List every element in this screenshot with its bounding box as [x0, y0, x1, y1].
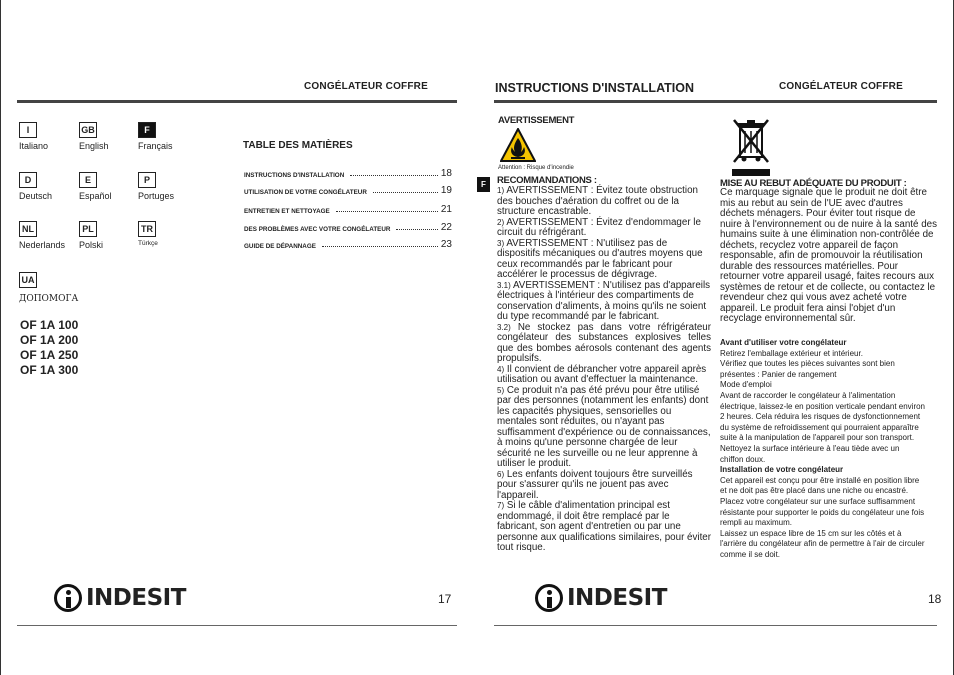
- before-use-heading: Avant d'utiliser votre congélateur: [720, 338, 847, 347]
- recommendation-text: Les enfants doivent toujours être surveillés pour s'assurer qu'ils ne jouent pas avec l'appareil.: [497, 468, 693, 501]
- recommendation-item: [497, 365, 711, 386]
- recommendations-list: [497, 186, 711, 554]
- language-code: NL: [19, 221, 37, 237]
- language-code: D: [19, 172, 37, 188]
- language-code: I: [19, 122, 37, 138]
- recommendations-heading: RECOMMANDATIONS :: [497, 175, 597, 186]
- language-name: Deutsch: [19, 191, 53, 201]
- brand-name: INDESIT: [567, 585, 667, 611]
- toc-entry-page: 22: [440, 222, 452, 233]
- recommendation-item: [497, 239, 711, 281]
- toc-entry[interactable]: [244, 165, 452, 179]
- language-code: E: [79, 172, 97, 188]
- toc-entry-page: 18: [440, 168, 452, 179]
- toc-leader-dots: [396, 229, 437, 230]
- toc-title: TABLE DES MATIÈRES: [243, 140, 353, 151]
- language-name: Polski: [79, 240, 104, 250]
- language-pl[interactable]: [79, 221, 103, 250]
- before-use-line: Mode d'emploi: [720, 380, 772, 390]
- model-name: OF 1A 300: [20, 363, 79, 377]
- recommendation-number: 2): [497, 217, 505, 227]
- language-side-tab: F: [477, 177, 490, 192]
- toc-entry-label: UTILISATION DE VOTRE CONGÉLATEUR: [244, 189, 367, 196]
- brand-logo-left: [54, 584, 186, 612]
- toc-leader-dots: [350, 175, 438, 176]
- warning-heading: AVERTISSEMENT: [498, 115, 575, 126]
- model-list: [20, 318, 78, 378]
- toc-entry[interactable]: [244, 219, 452, 233]
- recommendation-item: [497, 186, 711, 218]
- recommendation-text: Ne stockez pas dans votre réfrigérateur congélateur des substances explosives telles que des bombes aérosols contenant des agents propulsifs.: [497, 321, 711, 364]
- language-d[interactable]: [19, 172, 52, 201]
- language-name: Español: [79, 191, 112, 201]
- recommendation-item: [497, 501, 711, 554]
- language-code: UA: [19, 272, 37, 288]
- before-use-line: Retirez l'emballage extérieur et intérieur.: [720, 348, 863, 358]
- brand-name: INDESIT: [86, 585, 186, 611]
- language-name: Portuges: [138, 191, 175, 201]
- model-name: OF 1A 100: [20, 318, 79, 332]
- recommendation-text: Ce produit n'a pas été prévu pour être utilisé par des personnes (notamment les enfants) dont les capacités physiques, sensorielles ou mentales sont réduites, ou n'ayant pas suffisamment d'expérience ou de connaissances, à moins qu'une personne chargée de leur sécurité ne les surveille ou ne leur apprenne à utiliser le produit.: [497, 384, 711, 469]
- right-header-rule: [494, 100, 937, 103]
- language-name: English: [79, 141, 109, 151]
- right-header: CONGÉLATEUR COFFRE: [779, 81, 903, 92]
- language-name: Italiano: [19, 141, 49, 151]
- recommendation-number: 5): [497, 385, 505, 395]
- recommendation-number: 4): [497, 364, 505, 374]
- toc-entry[interactable]: [244, 201, 452, 215]
- before-use-line: Avant de raccorder le congélateur à l'alimentation électrique, laissez-le en position verticale pendant environ 2 heures. Cela réduira les risques de dysfonctionnement du système de refroidissement qui pourraient apparaître suite à la manipulation de l'appareil pour son transport. Nettoyez la surface intérieure à l'eau tiède avec un chiffon doux.: [720, 390, 926, 464]
- setup-section: [720, 338, 925, 560]
- left-header-rule: [17, 100, 457, 103]
- language-p[interactable]: [138, 172, 174, 201]
- language-tr[interactable]: [138, 221, 158, 247]
- language-gb[interactable]: [79, 122, 109, 151]
- crossed-out-bin-icon: [731, 117, 771, 182]
- toc-entry-label: GUIDE DE DÉPANNAGE: [244, 243, 316, 250]
- toc-entry-page: 19: [440, 185, 452, 196]
- indesit-i-icon: [54, 584, 82, 612]
- language-code: P: [138, 172, 156, 188]
- language-name: ДОПОМОГА: [19, 294, 79, 304]
- toc-entry[interactable]: [244, 182, 452, 196]
- model-name: OF 1A 200: [20, 333, 79, 347]
- recommendation-text: AVERTISSEMENT : Évitez d'endommager le circuit du réfrigérant.: [497, 216, 701, 238]
- recommendation-text: Si le câble d'alimentation principal est endommagé, il doit être remplacé par le fabricant, son agent d'entretien ou par une personne aux qualifications similaires, pour éviter tout risque.: [497, 500, 712, 553]
- language-e[interactable]: [79, 172, 112, 201]
- recommendation-number: 3.1): [497, 280, 511, 290]
- language-name: Türkçe: [138, 240, 158, 247]
- recommendation-text: AVERTISSEMENT : Évitez toute obstruction des bouches d'aération du coffret ou de la structure encastrable.: [497, 185, 698, 217]
- page-number-left: 17: [438, 592, 452, 606]
- right-footer-rule: [494, 625, 937, 626]
- toc-leader-dots: [322, 246, 438, 247]
- installation-line: Cet appareil est conçu pour être installé en position libre et ne doit pas être placé dans une niche ou encastré.: [720, 475, 920, 496]
- model-name: OF 1A 250: [20, 348, 79, 362]
- toc-entry-label: ENTRETIEN ET NETTOYAGE: [244, 208, 330, 215]
- disposal-heading: MISE AU REBUT ADÉQUATE DU PRODUIT :: [720, 178, 907, 189]
- installation-heading: Installation de votre congélateur: [720, 465, 844, 475]
- indesit-i-icon: [535, 584, 563, 612]
- page-border-left: [0, 0, 1, 675]
- language-code: GB: [79, 122, 97, 138]
- warning-caption: Attention : Risque d'incendie: [498, 165, 574, 171]
- recommendation-item: [497, 281, 711, 323]
- toc-entry-label: INSTRUCTIONS D'INSTALLATION: [244, 172, 345, 179]
- installation-line: Placez votre congélateur sur une surface suffisamment résistante pour supporter le poids du congélateur une fois rempli au maximum.: [720, 496, 925, 528]
- toc-leader-dots: [373, 192, 438, 193]
- recommendation-number: 1): [497, 186, 505, 195]
- recommendation-number: 6): [497, 469, 505, 479]
- recommendation-number: 3.2): [497, 322, 511, 332]
- disposal-text: Ce marquage signale que le produit ne doit être mis au rebut au sein de l'UE avec d'autres déchets ménagers. Pour éviter tout risque de nuire à l'environnement ou de nuire à la santé des humains suite à une élimination non-contrôlée de déchets, recyclez votre appareil de façon responsable, afin de promouvoir la réutilisation durable des ressources matérielles. Pour retourner votre appareil usagé, faites recours aux systèmes de retour et de collecte, ou contactez le revendeur chez qui vous avez acheté votre appareil. Le produit fera ainsi l'objet d'un recyclage environnemental sûr.: [720, 187, 938, 324]
- language-f[interactable]: [138, 122, 173, 151]
- page-title: INSTRUCTIONS D'INSTALLATION: [495, 81, 695, 95]
- installation-line: Laissez un espace libre de 15 cm sur les côtés et à l'arrière du congélateur afin de permettre à l'air de circuler comme il se doit.: [720, 528, 925, 559]
- language-name: Nederlands: [19, 240, 66, 250]
- recommendation-number: 3): [497, 238, 505, 248]
- recommendation-item: [497, 386, 711, 470]
- toc-entry-label: DES PROBLÈMES AVEC VOTRE CONGÉLATEUR: [244, 226, 391, 233]
- brand-logo-right: [535, 584, 667, 612]
- language-nl[interactable]: [19, 221, 65, 250]
- language-ua[interactable]: [19, 272, 78, 304]
- recommendation-item: [497, 470, 711, 502]
- toc-entry-page: 23: [440, 239, 452, 250]
- recommendation-number: 7): [497, 501, 505, 510]
- toc-leader-dots: [336, 211, 438, 212]
- recommendation-item: [497, 218, 711, 239]
- page-number-right: 18: [928, 592, 942, 606]
- toc-entry[interactable]: [244, 236, 452, 250]
- recommendation-text: AVERTISSEMENT : N'utilisez pas de dispositifs mécaniques ou d'autres moyens que ceux recommandés par le fabricant pour accélérer le processus de dégivrage.: [497, 237, 703, 280]
- language-i[interactable]: [19, 122, 48, 151]
- left-header: CONGÉLATEUR COFFRE: [304, 81, 428, 92]
- left-footer-rule: [17, 625, 457, 626]
- recommendation-text: Il convient de débrancher votre appareil après utilisation ou avant d'effectuer la maintenance.: [497, 363, 707, 385]
- language-code: TR: [138, 221, 156, 237]
- recommendation-text: AVERTISSEMENT : N'utilisez pas d'appareils électriques à l'intérieur des compartiments de conservation d'aliments, à moins qu'ils ne soient du type recommandé par le fabricant.: [497, 279, 711, 322]
- language-code: PL: [79, 221, 97, 237]
- toc-entry-page: 21: [440, 204, 452, 215]
- language-name: Français: [138, 141, 173, 151]
- flammable-warning-icon: [500, 128, 536, 167]
- recommendation-item: [497, 323, 711, 365]
- before-use-line: Vérifiez que toutes les pièces suivantes sont bien présentes : Panier de rangement: [720, 359, 895, 379]
- language-code: F: [138, 122, 156, 138]
